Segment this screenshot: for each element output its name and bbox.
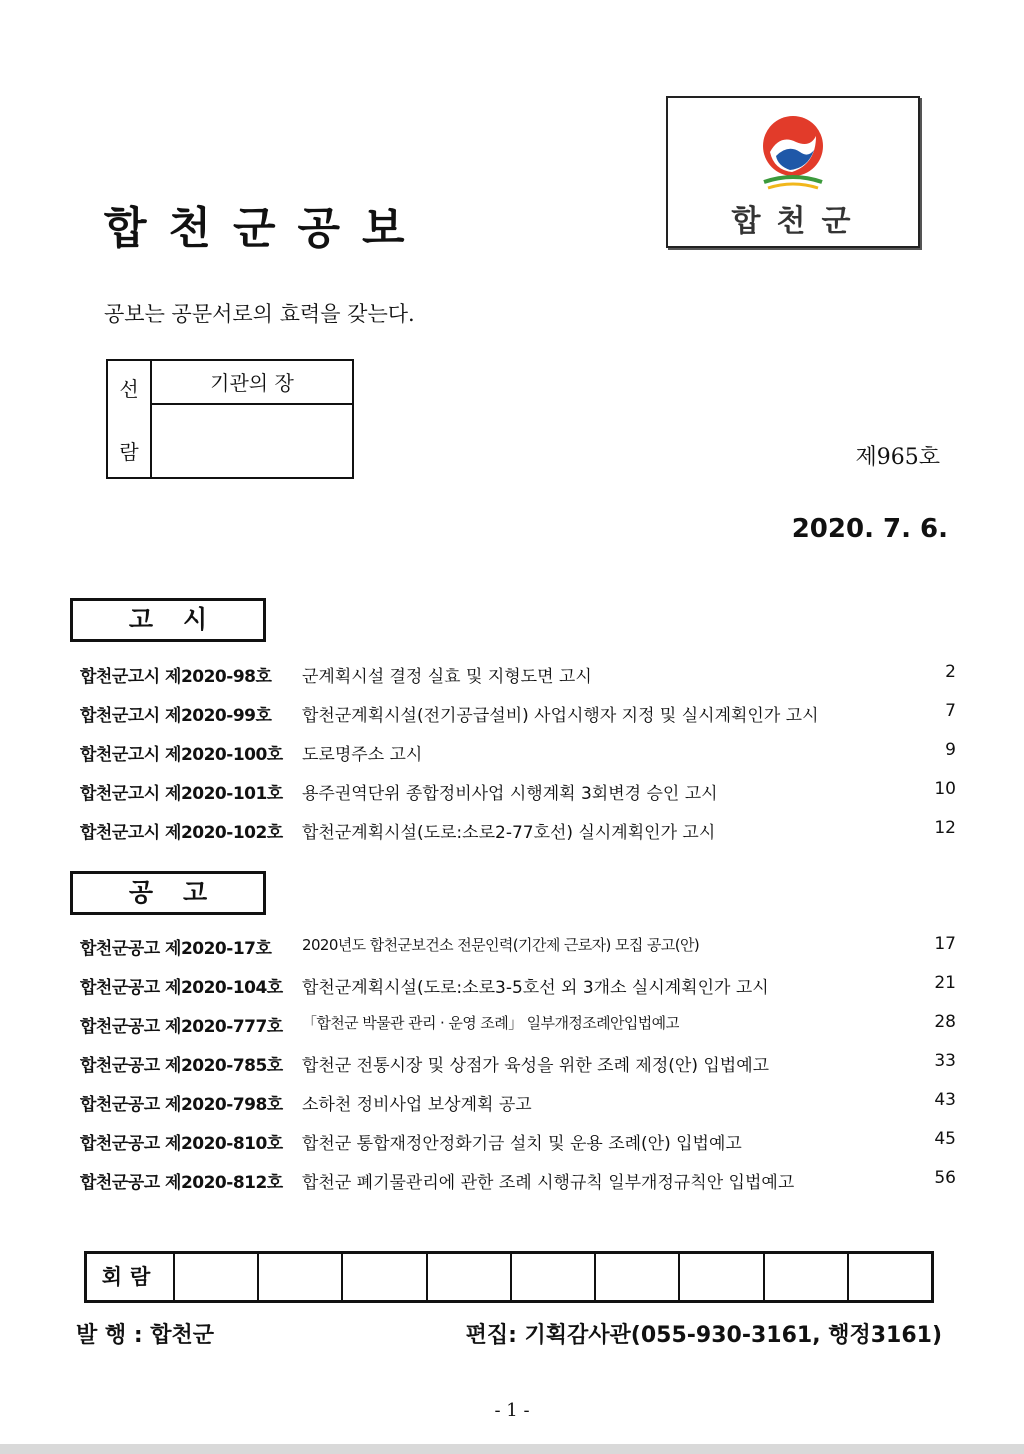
entry-number: 합천군공고 제2020-798호 xyxy=(80,1095,283,1115)
circulation-cell xyxy=(259,1254,343,1300)
page-number: - 1 - xyxy=(494,1400,530,1421)
circulation-cell xyxy=(849,1254,931,1300)
entry-title: 도로명주소 고시 xyxy=(302,745,423,765)
entry-number: 합천군고시 제2020-99호 xyxy=(80,706,272,726)
list-item[interactable] xyxy=(80,934,956,973)
list-item[interactable] xyxy=(80,740,956,779)
circulation-cell xyxy=(512,1254,596,1300)
entry-page: 17 xyxy=(934,934,956,954)
entry-title: 합천군 폐기물관리에 관한 조례 시행규칙 일부개정규칙안 입법예고 xyxy=(302,1173,795,1193)
entry-title: 합천군계획시설(도로:소로3-5호선 외 3개소 실시계획인가 고시 xyxy=(302,978,769,998)
list-item[interactable] xyxy=(80,1051,956,1090)
entry-page: 21 xyxy=(934,973,956,993)
review-header: 기관의 장 xyxy=(152,361,352,405)
entry-number: 합천군공고 제2020-785호 xyxy=(80,1056,283,1076)
review-label-column xyxy=(108,361,152,477)
circulation-cell xyxy=(765,1254,849,1300)
county-emblem-icon xyxy=(756,112,830,194)
circulation-cell xyxy=(428,1254,512,1300)
entry-number: 합천군공고 제2020-104호 xyxy=(80,978,283,998)
entry-page: 45 xyxy=(934,1129,956,1149)
entry-number: 합천군고시 제2020-100호 xyxy=(80,745,283,765)
circulation-cell xyxy=(175,1254,259,1300)
entry-title: 소하천 정비사업 보상계획 공고 xyxy=(302,1095,532,1115)
list-item[interactable] xyxy=(80,1090,956,1129)
review-label-bottom: 람 xyxy=(119,440,139,464)
list-item[interactable] xyxy=(80,662,956,701)
entry-page: 10 xyxy=(934,779,956,799)
entry-title: 2020년도 합천군보건소 전문인력(기간제 근로자) 모집 공고(안) xyxy=(302,936,700,954)
entry-number: 합천군고시 제2020-98호 xyxy=(80,667,272,687)
entry-page: 56 xyxy=(934,1168,956,1188)
circulation-cell xyxy=(680,1254,764,1300)
county-logo xyxy=(666,96,920,248)
entry-title: 합천군 통합재정안정화기금 설치 및 운용 조례(안) 입법예고 xyxy=(302,1134,742,1154)
entry-page: 12 xyxy=(934,818,956,838)
entry-page: 43 xyxy=(934,1090,956,1110)
list-item[interactable] xyxy=(80,1129,956,1168)
list-item[interactable] xyxy=(80,818,956,857)
review-box xyxy=(106,359,354,479)
issue-date: 2020. 7. 6. xyxy=(791,514,948,544)
announcements-list xyxy=(80,934,956,1207)
notices-heading: 고시 xyxy=(70,598,266,642)
entry-number: 합천군공고 제2020-17호 xyxy=(80,939,272,959)
circulation-cell xyxy=(596,1254,680,1300)
entry-number: 합천군공고 제2020-777호 xyxy=(80,1017,283,1037)
list-item[interactable] xyxy=(80,1012,956,1051)
entry-title: 「합천군 박물관 관리 · 운영 조례」 일부개정조례안입법예고 xyxy=(302,1014,680,1032)
circulation-label: 회람 xyxy=(87,1254,175,1300)
circulation-cell xyxy=(343,1254,427,1300)
entry-title: 합천군계획시설(도로:소로2-77호선) 실시계획인가 고시 xyxy=(302,823,716,843)
logo-text: 합천군 xyxy=(731,204,867,239)
page-bottom-edge xyxy=(0,1444,1024,1454)
issue-number: 제965호 xyxy=(855,445,940,470)
entry-title: 합천군계획시설(전기공급설비) 사업시행자 지정 및 실시계획인가 고시 xyxy=(302,706,819,726)
entry-page: 9 xyxy=(945,740,956,760)
entry-title: 군계획시설 결정 실효 및 지형도면 고시 xyxy=(302,667,592,687)
entry-page: 28 xyxy=(934,1012,956,1032)
page-title: 합천군공보 xyxy=(104,203,427,254)
list-item[interactable] xyxy=(80,973,956,1012)
entry-page: 2 xyxy=(945,662,956,682)
tagline: 공보는 공문서로의 효력을 갖는다. xyxy=(104,302,415,326)
entry-page: 7 xyxy=(945,701,956,721)
entry-number: 합천군고시 제2020-101호 xyxy=(80,784,283,804)
entry-number: 합천군고시 제2020-102호 xyxy=(80,823,283,843)
list-item[interactable] xyxy=(80,779,956,818)
announcements-heading: 공고 xyxy=(70,871,266,915)
entry-page: 33 xyxy=(934,1051,956,1071)
circulation-table xyxy=(84,1251,934,1303)
publisher: 발 행 : 합천군 xyxy=(76,1323,215,1348)
entry-title: 합천군 전통시장 및 상점가 육성을 위한 조례 제정(안) 입법예고 xyxy=(302,1056,770,1076)
entry-title: 용주권역단위 종합정비사업 시행계획 3회변경 승인 고시 xyxy=(302,784,718,804)
review-label-top: 선 xyxy=(119,377,139,401)
editor-contact: 편집: 기획감사관(055-930-3161, 행정3161) xyxy=(465,1323,942,1348)
entry-number: 합천군공고 제2020-810호 xyxy=(80,1134,283,1154)
entry-number: 합천군공고 제2020-812호 xyxy=(80,1173,283,1193)
list-item[interactable] xyxy=(80,1168,956,1207)
notices-list xyxy=(80,662,956,857)
list-item[interactable] xyxy=(80,701,956,740)
